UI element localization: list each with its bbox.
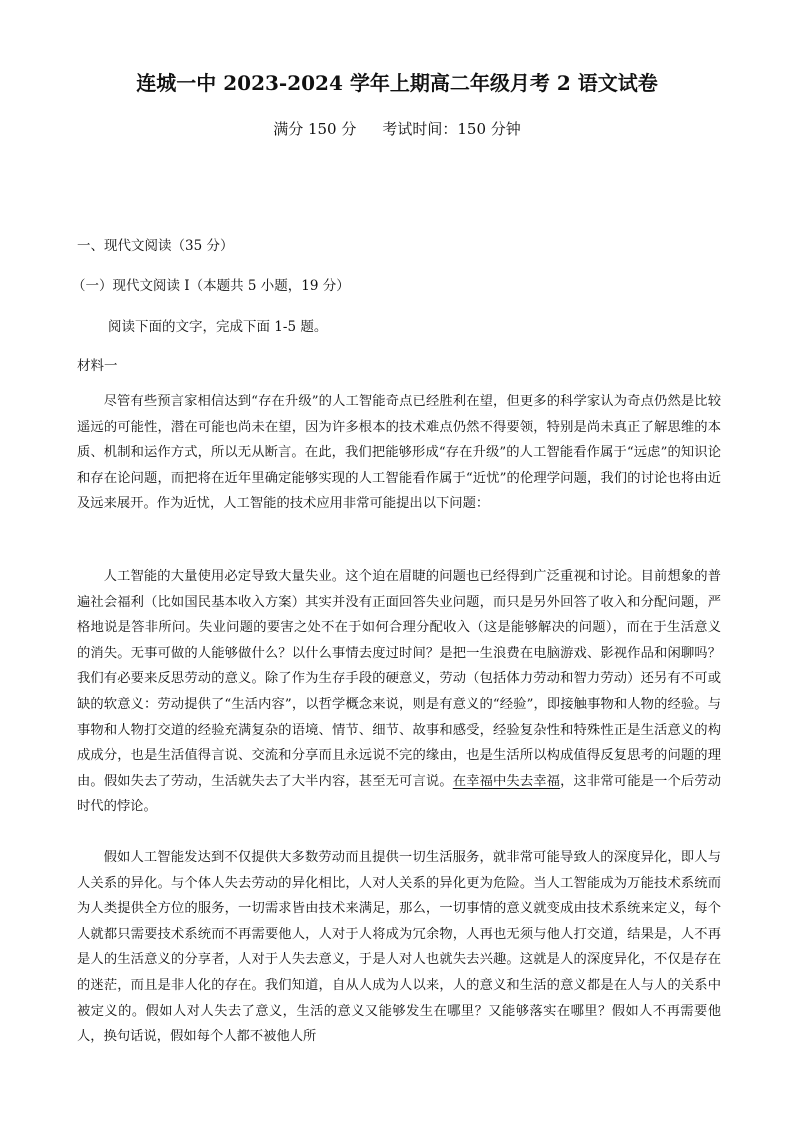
material-label: 材料一 xyxy=(77,358,118,374)
exam-time: 考试时间：150 分钟 xyxy=(382,120,521,138)
section-heading: 一、现代文阅读（35 分） xyxy=(77,238,234,254)
section-subheading: （一）现代文阅读 I（本题共 5 小题，19 分） xyxy=(72,278,350,294)
exam-info xyxy=(0,118,794,139)
exam-title: 连城一中 2023-2024 学年上期高二年级月考 2 语文试卷 xyxy=(136,71,658,95)
paragraph-3: 假如人工智能发达到不仅提供大多数劳动而且提供一切生活服务，就非常可能导致人的深度异化，即人与人关系的异化。与个体人失去劳动的异化相比，人对人关系的异化更为危险。当人工智能成为万能技术系统而为人类提供全方位的服务，一切需求皆由技术来满足，那么，一切事情的意义就变成由技术系统来定义，每个人就都只需要技术系统而不再需要他人，人对于人将成为冗余物，人再也无须与他人打交道，结果是，人不再是人的生活意义的分享者，人对于人失去意义，于是人对人也就失去兴趣。这就是人的深度异化，不仅是存在的迷茫，而且是非人化的存在。我们知道，自从人成为人以来，人的意义和生活的意义都是在人与人的关系中被定义的。假如人对人失去了意义，生活的意义又能够发生在哪里？又能够落实在哪里？假如人不再需要他人，换句话说，假如每个人都不被他人所 xyxy=(77,850,721,1045)
underlined-phrase: 在幸福中失去幸福 xyxy=(452,773,561,789)
paragraph-2 xyxy=(77,564,721,820)
paragraph-2-text: 人工智能的大量使用必定导致大量失业。这个迫在眉睫的问题也已经得到广泛重视和讨论。目前想象的普遍社会福利（比如国民基本收入方案）其实并没有正面回答失业问题，而只是另外回答了收入和分配问题，严格地说是答非所问。失业问题的要害之处不在于如何合理分配收入（这是能够解决的问题），而在于生活意义的消失。无事可做的人能够做什么？以什么事情去度过时间？是把一生浪费在电脑游戏、影视作品和闲聊吗？我们有必要来反思劳动的意义。除了作为生存手段的硬意义，劳动（包括体力劳动和智力劳动）还另有不可或缺的软意义：劳动提供了“生活内容”，以哲学概念来说，则是有意义的“经验”，即接触事物和人物的经验。与事物和人物打交道的经验充满复杂的语境、情节、细节、故事和感受，经验复杂性和特殊性正是生活意义的构成成分，也是生活值得言说、交流和分享而且永远说不完的缘由，也是生活所以构成值得反复思考的问题的理由。假如失去了劳动，生活就失去了大半内容，甚至无可言说。 xyxy=(77,569,721,789)
paragraph-2-end: ，这非常可能是一个后劳动时代的悖论。 xyxy=(77,773,722,815)
paragraph-1: 尽管有些预言家相信达到“存在升级”的人工智能奇点已经胜利在望，但更多的科学家认为奇点仍然是比较遥远的可能性，潜在可能也尚未在望，因为许多根本的技术难点仍然不得要领，特别是尚未真正了解思维的本质、机制和运作方式，所以无从断言。在此，我们把能够形成“存在升级”的人工智能看作属于“远虑”的知识论和存在论问题，而把将在近年里确定能够实现的人工智能看作属于“近忧”的伦理学问题，我们的讨论也将由近及远来展开。作为近忧，人工智能的技术应用非常可能提出以下问题： xyxy=(77,394,721,512)
full-score: 满分 150 分 xyxy=(273,120,357,138)
reading-instruction: 阅读下面的文字，完成下面 1-5 题。 xyxy=(108,319,328,335)
